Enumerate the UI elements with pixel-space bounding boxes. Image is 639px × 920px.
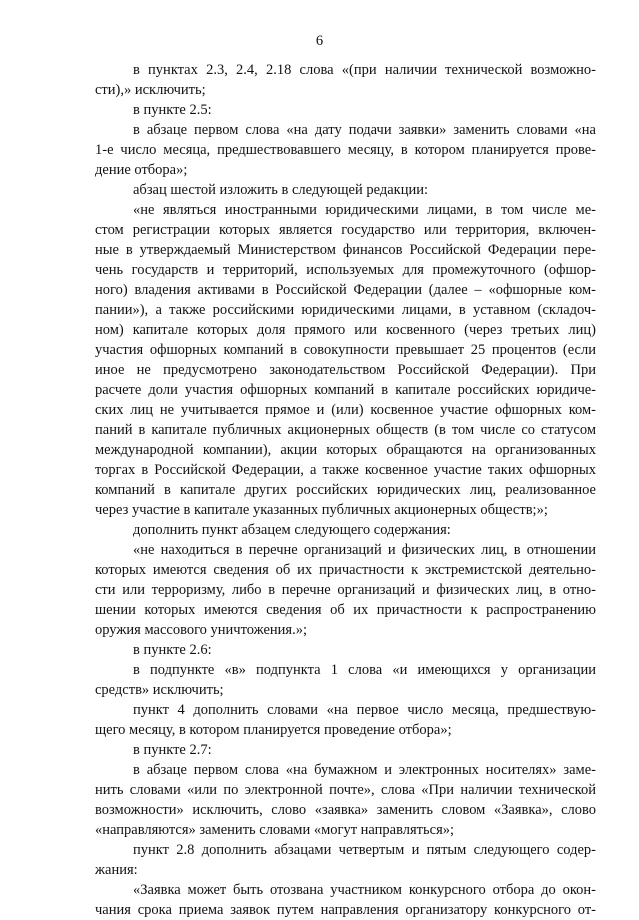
text-line: в пункте 2.6:: [133, 642, 212, 658]
text-line: «не находиться в перечне организаций и физических лиц, в отношении: [133, 542, 596, 558]
text-line: оружия массового уничтожения.»;: [95, 622, 307, 638]
text-line: «направляются» заменить словами «могут направляться»;: [95, 822, 455, 838]
text-line: международной компании), акции которых обращаются на организованных: [95, 442, 596, 458]
text-line: чания срока приема заявок путем направления организатору конкурсного от-: [95, 902, 596, 918]
text-line: шении которых имеются сведения об их причастности к распространению: [95, 602, 596, 618]
text-line: 1-е число месяца, предшествовавшего месяцу, в котором планируется прове-: [95, 142, 596, 158]
text-line: средств» исключить;: [95, 682, 224, 698]
text-line: пункт 4 дополнить словами «на первое число месяца, предшествую-: [133, 702, 596, 718]
text-line: абзац шестой изложить в следующей редакции:: [133, 182, 428, 198]
text-line: в абзаце первом слова «на бумажном и электронных носителях» заме-: [133, 762, 596, 778]
text-line: жания:: [95, 862, 138, 878]
text-line: ских лиц не учитывается прямое и (или) косвенное участие офшорных ком-: [95, 402, 596, 418]
text-line: в абзаце первом слова «на дату подачи заявки» заменить словами «на: [133, 122, 596, 138]
text-line: расчете доли участия офшорных компаний в капитале российских юридиче-: [95, 382, 596, 398]
text-line: в подпункте «в» подпункта 1 слова «и имеющихся у организации: [133, 662, 596, 678]
text-line: возможности» исключить, слово «заявка» заменить словом «Заявка», слово: [95, 802, 596, 818]
text-line: сти или терроризму, либо в перечне организаций и физических лиц, в отно-: [95, 582, 596, 598]
text-line: дение отбора»;: [95, 162, 188, 178]
text-line: нить словами «или по электронной почте», слова «При наличии технической: [95, 782, 596, 798]
text-line: компаний в капитале других российских юридических лиц, реализованное: [95, 482, 596, 498]
text-line: ного) владения активами в Российской Федерации (далее – «офшорные ком-: [95, 282, 596, 298]
text-line: дополнить пункт абзацем следующего содержания:: [133, 522, 451, 538]
text-line: в пункте 2.5:: [133, 102, 212, 118]
text-line: стом регистрации которых является государство или территория, включен-: [95, 222, 596, 238]
text-line: пункт 2.8 дополнить абзацами четвертым и пятым следующего содер-: [133, 842, 596, 858]
text-line: паний в капитале публичных акционерных обществ (в том числе со статусом: [95, 422, 596, 438]
text-line: чень государств и территорий, используемых для промежуточного (офшор-: [95, 262, 596, 278]
text-line: сти),» исключить;: [95, 82, 206, 98]
text-line: торгах в Российской Федерации, а также косвенное участие таких офшорных: [95, 462, 596, 478]
text-line: в пункте 2.7:: [133, 742, 212, 758]
text-line: «не являться иностранными юридическими лицами, в том числе ме-: [133, 202, 596, 218]
text-line: которых имеются сведения об их причастности к экстремистской деятельно-: [95, 562, 596, 578]
page-number: 6: [315, 33, 324, 49]
text-line: в пунктах 2.3, 2.4, 2.18 слова «(при наличии технической возможно-: [133, 62, 596, 78]
text-line: ные в утверждаемый Министерством финансов Российской Федерации пере-: [95, 242, 596, 258]
text-line: «Заявка может быть отозвана участником конкурсного отбора до окон-: [133, 882, 596, 898]
text-line: ном) капитале которых доля прямого или косвенного (через третьих лиц): [95, 322, 596, 338]
text-line: пании»), а также российскими юридическими лицами, в уставном (складоч-: [95, 302, 596, 318]
text-line: через участие в капитале указанных публичных акционерных обществ;»;: [95, 502, 548, 518]
text-line: иное не предусмотрено законодательством Российской Федерации). При: [95, 362, 596, 378]
text-line: щего месяцу, в котором планируется проведение отбора»;: [95, 722, 452, 738]
text-line: участия офшорных компаний в совокупности превышает 25 процентов (если: [95, 342, 596, 358]
